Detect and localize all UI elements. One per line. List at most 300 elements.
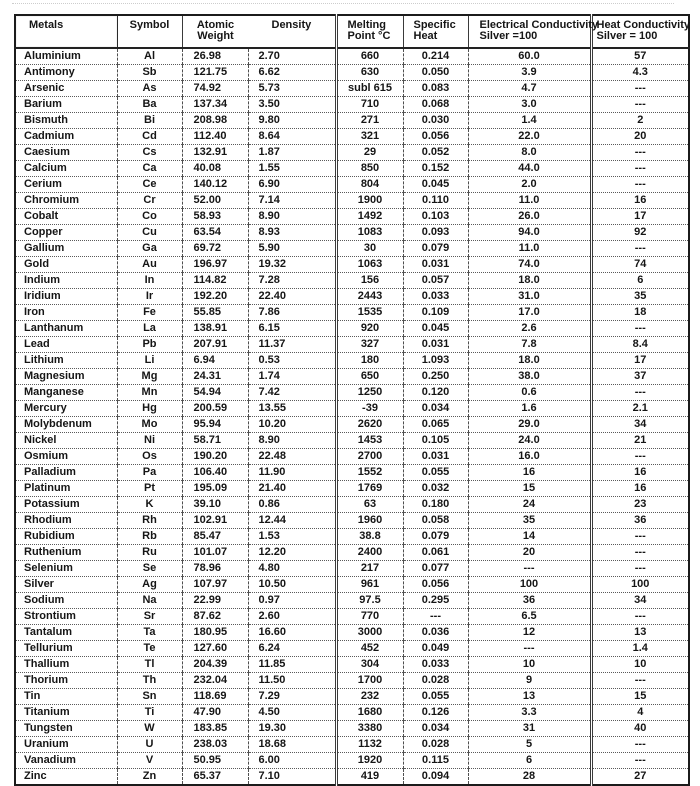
cell-atomic_weight: 190.20 — [182, 449, 248, 465]
cell-atomic_weight: 87.62 — [182, 609, 248, 625]
cell-heat_conductivity: --- — [591, 753, 689, 769]
cell-melting_point: 660 — [336, 48, 403, 65]
cell-atomic_weight: 58.71 — [182, 433, 248, 449]
cell-specific_heat: 0.049 — [403, 641, 468, 657]
cell-melting_point: 1492 — [336, 209, 403, 225]
header-cell-metals — [15, 15, 117, 48]
cell-metal: Aluminium — [15, 48, 117, 65]
cell-heat_conductivity: 16 — [591, 193, 689, 209]
cell-melting_point: 1900 — [336, 193, 403, 209]
cell-metal: Rubidium — [15, 529, 117, 545]
cell-metal: Tungsten — [15, 721, 117, 737]
table-row — [15, 513, 689, 529]
cell-atomic_weight: 112.40 — [182, 129, 248, 145]
cell-symbol: Ni — [117, 433, 182, 449]
cell-heat_conductivity: --- — [591, 529, 689, 545]
cell-heat_conductivity: 40 — [591, 721, 689, 737]
cell-electrical_conductivity: 18.0 — [468, 353, 591, 369]
table-row — [15, 705, 689, 721]
table-row — [15, 449, 689, 465]
cell-metal: Silver — [15, 577, 117, 593]
cell-density: 3.50 — [248, 97, 336, 113]
table-row — [15, 625, 689, 641]
cell-specific_heat: 0.250 — [403, 369, 468, 385]
cell-heat_conductivity: 37 — [591, 369, 689, 385]
table-row — [15, 145, 689, 161]
cell-density: 12.44 — [248, 513, 336, 529]
cell-melting_point: 1453 — [336, 433, 403, 449]
cell-melting_point: 710 — [336, 97, 403, 113]
cell-melting_point: 920 — [336, 321, 403, 337]
cell-electrical_conductivity: 2.0 — [468, 177, 591, 193]
cell-specific_heat: 0.093 — [403, 225, 468, 241]
cell-electrical_conductivity: 6.5 — [468, 609, 591, 625]
cell-density: 1.55 — [248, 161, 336, 177]
cell-melting_point: 650 — [336, 369, 403, 385]
cell-specific_heat: 0.105 — [403, 433, 468, 449]
cell-density: 10.20 — [248, 417, 336, 433]
cell-symbol: Te — [117, 641, 182, 657]
cell-heat_conductivity: --- — [591, 673, 689, 689]
cell-melting_point: 1250 — [336, 385, 403, 401]
cell-specific_heat: 0.036 — [403, 625, 468, 641]
cell-specific_heat: 0.033 — [403, 289, 468, 305]
cell-melting_point: 2443 — [336, 289, 403, 305]
cell-electrical_conductivity: 3.3 — [468, 705, 591, 721]
cell-specific_heat: 0.115 — [403, 753, 468, 769]
cell-electrical_conductivity: 12 — [468, 625, 591, 641]
table-row — [15, 385, 689, 401]
cell-specific_heat: 0.110 — [403, 193, 468, 209]
cell-specific_heat: 1.093 — [403, 353, 468, 369]
cell-electrical_conductivity: 94.0 — [468, 225, 591, 241]
cell-symbol: Ir — [117, 289, 182, 305]
cell-density: 0.86 — [248, 497, 336, 513]
cell-electrical_conductivity: 1.6 — [468, 401, 591, 417]
cell-atomic_weight: 114.82 — [182, 273, 248, 289]
cell-electrical_conductivity: 24.0 — [468, 433, 591, 449]
cell-specific_heat: 0.214 — [403, 48, 468, 65]
cell-melting_point: 29 — [336, 145, 403, 161]
header-cell-electrical-conductivity: Electrical Conductivity Silver =100 — [468, 15, 591, 48]
cell-metal: Gold — [15, 257, 117, 273]
table-row — [15, 673, 689, 689]
header-cell-atomic-weight-density — [182, 15, 336, 48]
cell-heat_conductivity: 34 — [591, 417, 689, 433]
cell-heat_conductivity: 35 — [591, 289, 689, 305]
cell-specific_heat: 0.033 — [403, 657, 468, 673]
cell-melting_point: 770 — [336, 609, 403, 625]
cell-specific_heat: 0.031 — [403, 337, 468, 353]
cell-heat_conductivity: 34 — [591, 593, 689, 609]
cell-electrical_conductivity: 31 — [468, 721, 591, 737]
table-row — [15, 737, 689, 753]
cell-atomic_weight: 192.20 — [182, 289, 248, 305]
cell-melting_point: 97.5 — [336, 593, 403, 609]
cell-atomic_weight: 63.54 — [182, 225, 248, 241]
cell-electrical_conductivity: 5 — [468, 737, 591, 753]
cell-symbol: Sb — [117, 65, 182, 81]
cell-metal: Sodium — [15, 593, 117, 609]
cell-metal: Nickel — [15, 433, 117, 449]
table-row — [15, 177, 689, 193]
cell-atomic_weight: 22.99 — [182, 593, 248, 609]
cell-specific_heat: --- — [403, 609, 468, 625]
cell-metal: Vanadium — [15, 753, 117, 769]
cell-heat_conductivity: --- — [591, 449, 689, 465]
table-row — [15, 113, 689, 129]
cell-atomic_weight: 24.31 — [182, 369, 248, 385]
cell-density: 11.37 — [248, 337, 336, 353]
cell-density: 4.50 — [248, 705, 336, 721]
cell-heat_conductivity: --- — [591, 161, 689, 177]
header-cell-heat-conductivity: Heat Conductivity Silver = 100 — [591, 15, 689, 48]
cell-density: 19.32 — [248, 257, 336, 273]
cell-heat_conductivity: 17 — [591, 353, 689, 369]
cell-atomic_weight: 58.93 — [182, 209, 248, 225]
cell-heat_conductivity: --- — [591, 545, 689, 561]
cell-electrical_conductivity: 38.0 — [468, 369, 591, 385]
cell-specific_heat: 0.031 — [403, 449, 468, 465]
table-row — [15, 273, 689, 289]
cell-symbol: V — [117, 753, 182, 769]
cell-melting_point: 419 — [336, 769, 403, 786]
cell-density: 6.90 — [248, 177, 336, 193]
cell-atomic_weight: 40.08 — [182, 161, 248, 177]
table-row — [15, 497, 689, 513]
cell-heat_conductivity: 4 — [591, 705, 689, 721]
cell-melting_point: 327 — [336, 337, 403, 353]
cell-atomic_weight: 140.12 — [182, 177, 248, 193]
cell-specific_heat: 0.065 — [403, 417, 468, 433]
cell-density: 2.70 — [248, 48, 336, 65]
cell-specific_heat: 0.295 — [403, 593, 468, 609]
cell-metal: Caesium — [15, 145, 117, 161]
cell-melting_point: 3380 — [336, 721, 403, 737]
cell-symbol: Cs — [117, 145, 182, 161]
cell-symbol: Rb — [117, 529, 182, 545]
cell-electrical_conductivity: 11.0 — [468, 193, 591, 209]
table-row — [15, 369, 689, 385]
table-row — [15, 641, 689, 657]
cell-heat_conductivity: --- — [591, 177, 689, 193]
table-row — [15, 129, 689, 145]
cell-specific_heat: 0.152 — [403, 161, 468, 177]
cell-electrical_conductivity: 0.6 — [468, 385, 591, 401]
cell-atomic_weight: 118.69 — [182, 689, 248, 705]
cell-symbol: Tl — [117, 657, 182, 673]
table-row — [15, 401, 689, 417]
cell-electrical_conductivity: 31.0 — [468, 289, 591, 305]
cell-specific_heat: 0.120 — [403, 385, 468, 401]
cell-melting_point: 804 — [336, 177, 403, 193]
cell-symbol: K — [117, 497, 182, 513]
table-row — [15, 65, 689, 81]
cell-symbol: Mo — [117, 417, 182, 433]
cell-electrical_conductivity: 16 — [468, 465, 591, 481]
cell-electrical_conductivity: 20 — [468, 545, 591, 561]
cell-atomic_weight: 74.92 — [182, 81, 248, 97]
cell-density: 6.15 — [248, 321, 336, 337]
cell-heat_conductivity: 17 — [591, 209, 689, 225]
cell-metal: Calcium — [15, 161, 117, 177]
cell-density: 6.24 — [248, 641, 336, 657]
cell-density: 7.29 — [248, 689, 336, 705]
cell-heat_conductivity: --- — [591, 145, 689, 161]
table-header — [15, 15, 689, 48]
cell-metal: Rhodium — [15, 513, 117, 529]
cell-electrical_conductivity: 14 — [468, 529, 591, 545]
cell-melting_point: 321 — [336, 129, 403, 145]
cell-symbol: Ti — [117, 705, 182, 721]
cell-metal: Copper — [15, 225, 117, 241]
cell-metal: Potassium — [15, 497, 117, 513]
metal-properties-table — [14, 14, 690, 786]
cell-heat_conductivity: 4.3 — [591, 65, 689, 81]
cell-melting_point: subl 615 — [336, 81, 403, 97]
cell-metal: Molybdenum — [15, 417, 117, 433]
cell-metal: Arsenic — [15, 81, 117, 97]
cell-heat_conductivity: --- — [591, 241, 689, 257]
cell-density: 18.68 — [248, 737, 336, 753]
cell-heat_conductivity: 100 — [591, 577, 689, 593]
cell-electrical_conductivity: 100 — [468, 577, 591, 593]
cell-symbol: Ag — [117, 577, 182, 593]
cell-melting_point: 961 — [336, 577, 403, 593]
cell-electrical_conductivity: 28 — [468, 769, 591, 786]
header-cell-specific-heat: Specific Heat — [403, 15, 468, 48]
cell-metal: Manganese — [15, 385, 117, 401]
cell-metal: Platinum — [15, 481, 117, 497]
cell-atomic_weight: 238.03 — [182, 737, 248, 753]
cell-atomic_weight: 39.10 — [182, 497, 248, 513]
header-cell-symbol — [117, 15, 182, 48]
table-row — [15, 81, 689, 97]
cell-symbol: Mn — [117, 385, 182, 401]
cell-symbol: Rh — [117, 513, 182, 529]
cell-electrical_conductivity: 9 — [468, 673, 591, 689]
cell-melting_point: 180 — [336, 353, 403, 369]
table-row — [15, 481, 689, 497]
cell-melting_point: 156 — [336, 273, 403, 289]
cell-symbol: Pb — [117, 337, 182, 353]
cell-metal: Strontium — [15, 609, 117, 625]
cell-specific_heat: 0.052 — [403, 145, 468, 161]
table-row — [15, 529, 689, 545]
table-row — [15, 721, 689, 737]
cell-specific_heat: 0.057 — [403, 273, 468, 289]
cell-heat_conductivity: 27 — [591, 769, 689, 786]
cell-atomic_weight: 85.47 — [182, 529, 248, 545]
cell-metal: Palladium — [15, 465, 117, 481]
cell-metal: Antimony — [15, 65, 117, 81]
cell-atomic_weight: 50.95 — [182, 753, 248, 769]
cell-electrical_conductivity: 6 — [468, 753, 591, 769]
cell-atomic_weight: 127.60 — [182, 641, 248, 657]
cell-density: 8.90 — [248, 433, 336, 449]
cell-atomic_weight: 26.98 — [182, 48, 248, 65]
cell-heat_conductivity: 16 — [591, 465, 689, 481]
cell-symbol: Ba — [117, 97, 182, 113]
header-label-symbol: Symbol — [129, 19, 170, 31]
cell-metal: Tin — [15, 689, 117, 705]
cell-melting_point: 3000 — [336, 625, 403, 641]
cell-specific_heat: 0.028 — [403, 737, 468, 753]
table-row — [15, 161, 689, 177]
cell-atomic_weight: 102.91 — [182, 513, 248, 529]
cell-atomic_weight: 183.85 — [182, 721, 248, 737]
cell-specific_heat: 0.028 — [403, 673, 468, 689]
cell-metal: Bismuth — [15, 113, 117, 129]
cell-metal: Titanium — [15, 705, 117, 721]
cell-density: 7.28 — [248, 273, 336, 289]
cell-metal: Zinc — [15, 769, 117, 786]
cell-metal: Cadmium — [15, 129, 117, 145]
cell-atomic_weight: 207.91 — [182, 337, 248, 353]
cell-heat_conductivity: 92 — [591, 225, 689, 241]
cell-metal: Mercury — [15, 401, 117, 417]
cell-melting_point: 630 — [336, 65, 403, 81]
cell-atomic_weight: 138.91 — [182, 321, 248, 337]
cell-electrical_conductivity: 3.9 — [468, 65, 591, 81]
cell-symbol: Co — [117, 209, 182, 225]
cell-heat_conductivity: 10 — [591, 657, 689, 673]
cell-atomic_weight: 180.95 — [182, 625, 248, 641]
table-row — [15, 321, 689, 337]
cell-melting_point: 271 — [336, 113, 403, 129]
table-row — [15, 433, 689, 449]
cell-electrical_conductivity: 10 — [468, 657, 591, 673]
cell-symbol: Ca — [117, 161, 182, 177]
cell-electrical_conductivity: 1.4 — [468, 113, 591, 129]
cell-heat_conductivity: 36 — [591, 513, 689, 529]
cell-density: 10.50 — [248, 577, 336, 593]
table-row — [15, 305, 689, 321]
cell-metal: Thorium — [15, 673, 117, 689]
cell-melting_point: 1960 — [336, 513, 403, 529]
cell-specific_heat: 0.061 — [403, 545, 468, 561]
cell-electrical_conductivity: 22.0 — [468, 129, 591, 145]
cell-heat_conductivity: 13 — [591, 625, 689, 641]
cell-density: 22.40 — [248, 289, 336, 305]
cell-heat_conductivity: --- — [591, 609, 689, 625]
cell-atomic_weight: 208.98 — [182, 113, 248, 129]
cell-electrical_conductivity: --- — [468, 641, 591, 657]
table-row — [15, 225, 689, 241]
cell-melting_point: 1552 — [336, 465, 403, 481]
cell-melting_point: 1063 — [336, 257, 403, 273]
cell-density: 9.80 — [248, 113, 336, 129]
cell-metal: Selenium — [15, 561, 117, 577]
cell-melting_point: 2700 — [336, 449, 403, 465]
cell-atomic_weight: 132.91 — [182, 145, 248, 161]
cell-symbol: Bi — [117, 113, 182, 129]
cell-electrical_conductivity: 16.0 — [468, 449, 591, 465]
cell-heat_conductivity: 20 — [591, 129, 689, 145]
cell-heat_conductivity: 1.4 — [591, 641, 689, 657]
cell-density: 8.93 — [248, 225, 336, 241]
cell-density: 7.10 — [248, 769, 336, 786]
header-cell-melting-point: Melting Point °C — [336, 15, 403, 48]
cell-symbol: Mg — [117, 369, 182, 385]
cell-metal: Osmium — [15, 449, 117, 465]
table-row — [15, 241, 689, 257]
cell-atomic_weight: 232.04 — [182, 673, 248, 689]
cell-symbol: Ta — [117, 625, 182, 641]
cell-symbol: Al — [117, 48, 182, 65]
cell-metal: Thallium — [15, 657, 117, 673]
cell-density: 21.40 — [248, 481, 336, 497]
cell-density: 11.85 — [248, 657, 336, 673]
cell-melting_point: 850 — [336, 161, 403, 177]
cell-specific_heat: 0.077 — [403, 561, 468, 577]
cell-specific_heat: 0.126 — [403, 705, 468, 721]
cell-metal: Gallium — [15, 241, 117, 257]
cell-heat_conductivity: 57 — [591, 48, 689, 65]
cell-metal: Tellurium — [15, 641, 117, 657]
cell-symbol: As — [117, 81, 182, 97]
cell-symbol: W — [117, 721, 182, 737]
cell-symbol: Zn — [117, 769, 182, 786]
header-row — [15, 15, 689, 48]
cell-metal: Ruthenium — [15, 545, 117, 561]
cell-melting_point: 1920 — [336, 753, 403, 769]
cell-atomic_weight: 107.97 — [182, 577, 248, 593]
cell-metal: Chromium — [15, 193, 117, 209]
cell-metal: Tantalum — [15, 625, 117, 641]
cell-melting_point: -39 — [336, 401, 403, 417]
table-row — [15, 417, 689, 433]
table-row — [15, 289, 689, 305]
cell-symbol: Th — [117, 673, 182, 689]
scan-artifact-line — [12, 3, 674, 4]
cell-melting_point: 38.8 — [336, 529, 403, 545]
cell-specific_heat: 0.045 — [403, 321, 468, 337]
cell-electrical_conductivity: 36 — [468, 593, 591, 609]
cell-melting_point: 304 — [336, 657, 403, 673]
cell-melting_point: 1083 — [336, 225, 403, 241]
table-body — [15, 48, 689, 785]
cell-specific_heat: 0.055 — [403, 689, 468, 705]
cell-heat_conductivity: 15 — [591, 689, 689, 705]
cell-specific_heat: 0.032 — [403, 481, 468, 497]
cell-melting_point: 2400 — [336, 545, 403, 561]
table-row — [15, 609, 689, 625]
cell-symbol: In — [117, 273, 182, 289]
table-row — [15, 689, 689, 705]
cell-density: 2.60 — [248, 609, 336, 625]
cell-heat_conductivity: 18 — [591, 305, 689, 321]
cell-electrical_conductivity: 2.6 — [468, 321, 591, 337]
cell-electrical_conductivity: 74.0 — [468, 257, 591, 273]
cell-specific_heat: 0.103 — [403, 209, 468, 225]
cell-density: 0.53 — [248, 353, 336, 369]
cell-electrical_conductivity: 8.0 — [468, 145, 591, 161]
cell-symbol: Pa — [117, 465, 182, 481]
cell-density: 8.90 — [248, 209, 336, 225]
cell-specific_heat: 0.030 — [403, 113, 468, 129]
cell-heat_conductivity: --- — [591, 561, 689, 577]
cell-symbol: Ce — [117, 177, 182, 193]
cell-density: 6.62 — [248, 65, 336, 81]
table-row — [15, 465, 689, 481]
cell-melting_point: 1535 — [336, 305, 403, 321]
cell-density: 1.87 — [248, 145, 336, 161]
cell-density: 7.14 — [248, 193, 336, 209]
cell-symbol: Os — [117, 449, 182, 465]
cell-symbol: Cu — [117, 225, 182, 241]
cell-specific_heat: 0.056 — [403, 577, 468, 593]
